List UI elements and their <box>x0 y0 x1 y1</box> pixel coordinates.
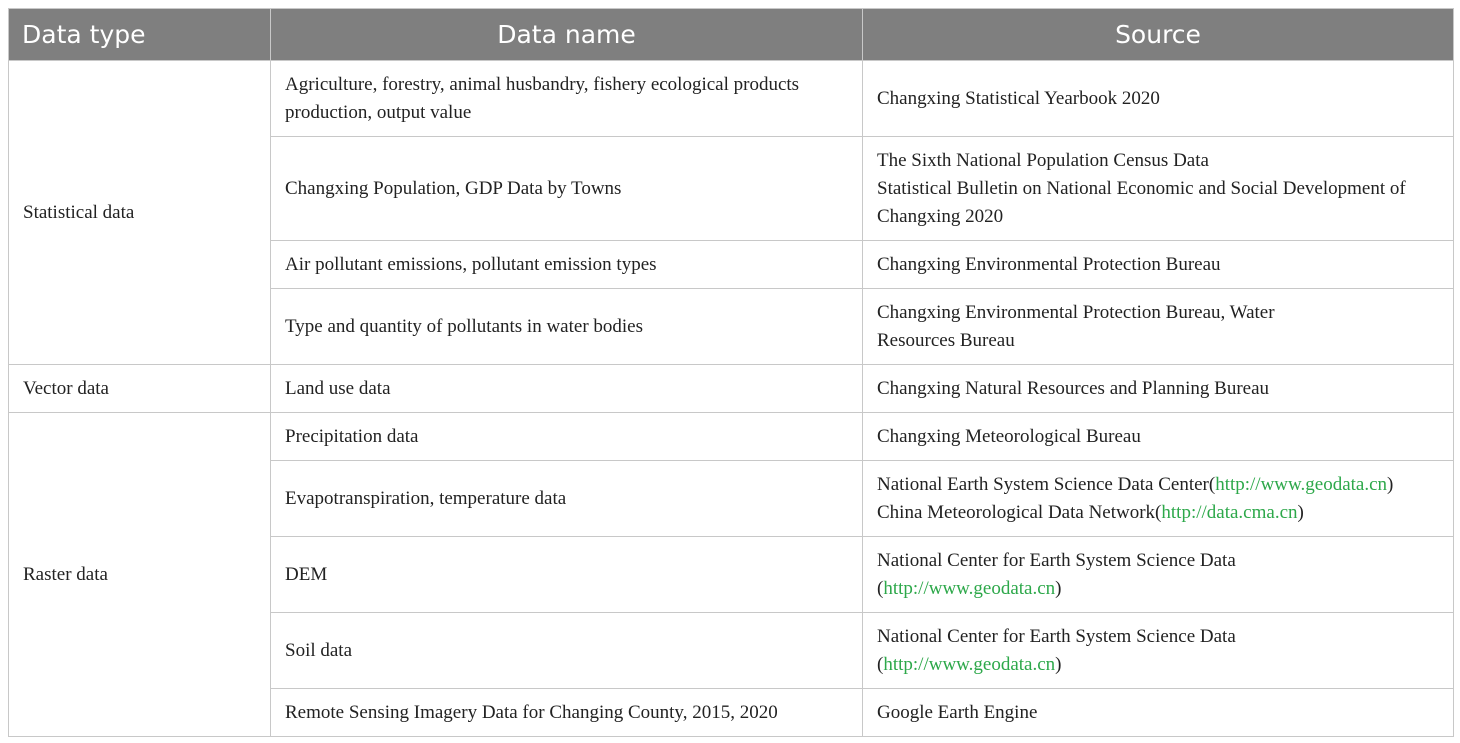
source-text: ( <box>877 577 884 599</box>
source-text: China Meteorological Data Network( <box>877 501 1162 523</box>
source-line: Changxing Meteorological Bureau <box>877 425 1141 447</box>
source-cell <box>863 413 1454 461</box>
header-data-name: Data name <box>271 9 863 61</box>
data-type-cell: Statistical data <box>9 61 271 365</box>
source-cell <box>863 61 1454 137</box>
source-text: ) <box>1055 577 1062 599</box>
source-cell <box>863 137 1454 241</box>
source-link[interactable]: http://www.geodata.cn <box>1215 473 1388 495</box>
source-line <box>877 575 1439 603</box>
header-source: Source <box>863 9 1454 61</box>
data-name-cell: Agriculture, forestry, animal husbandry, fishery ecological products production, output value <box>271 61 863 137</box>
source-line: Resources Bureau <box>877 329 1015 351</box>
source-text: ( <box>877 653 884 675</box>
source-cell <box>863 537 1454 613</box>
source-cell <box>863 241 1454 289</box>
source-text: ) <box>1055 653 1062 675</box>
data-name-cell: Changxing Population, GDP Data by Towns <box>271 137 863 241</box>
data-name-cell: Soil data <box>271 613 863 689</box>
data-name-cell: Evapotranspiration, temperature data <box>271 461 863 537</box>
data-name-cell: Type and quantity of pollutants in water bodies <box>271 289 863 365</box>
header-row <box>9 9 1454 61</box>
data-name-cell: Remote Sensing Imagery Data for Changing County, 2015, 2020 <box>271 689 863 737</box>
source-line: Google Earth Engine <box>877 701 1038 723</box>
source-line <box>877 651 1439 679</box>
data-name-cell: Precipitation data <box>271 413 863 461</box>
source-line: The Sixth National Population Census Data <box>877 149 1209 171</box>
header-data-type: Data type <box>9 9 271 61</box>
source-text: ) <box>1297 501 1304 523</box>
data-name-cell: Land use data <box>271 365 863 413</box>
table-row <box>9 413 1454 461</box>
source-line <box>877 471 1439 499</box>
source-link[interactable]: http://www.geodata.cn <box>883 577 1056 599</box>
source-line: National Center for Earth System Science Data <box>877 549 1236 571</box>
source-cell <box>863 365 1454 413</box>
source-line: Statistical Bulletin on National Economic and Social Development of Changxing 2020 <box>877 177 1406 227</box>
source-line: Changxing Environmental Protection Bureau <box>877 253 1221 275</box>
table-row <box>9 365 1454 413</box>
data-sources-table <box>8 8 1454 737</box>
source-line: Changxing Environmental Protection Bureau, Water <box>877 301 1275 323</box>
source-link[interactable]: http://data.cma.cn <box>1161 501 1298 523</box>
source-text: National Earth System Science Data Center( <box>877 473 1216 495</box>
table-row <box>9 61 1454 137</box>
source-cell <box>863 289 1454 365</box>
source-line: Changxing Natural Resources and Planning Bureau <box>877 377 1270 399</box>
source-cell <box>863 461 1454 537</box>
source-text: ) <box>1387 473 1394 495</box>
data-name-cell: Air pollutant emissions, pollutant emission types <box>271 241 863 289</box>
source-link[interactable]: http://www.geodata.cn <box>883 653 1056 675</box>
source-line: Changxing Statistical Yearbook 2020 <box>877 87 1160 109</box>
data-type-cell: Raster data <box>9 413 271 737</box>
source-line: National Center for Earth System Science Data <box>877 625 1236 647</box>
source-cell <box>863 613 1454 689</box>
source-cell <box>863 689 1454 737</box>
source-line <box>877 499 1439 527</box>
data-type-cell: Vector data <box>9 365 271 413</box>
data-name-cell: DEM <box>271 537 863 613</box>
